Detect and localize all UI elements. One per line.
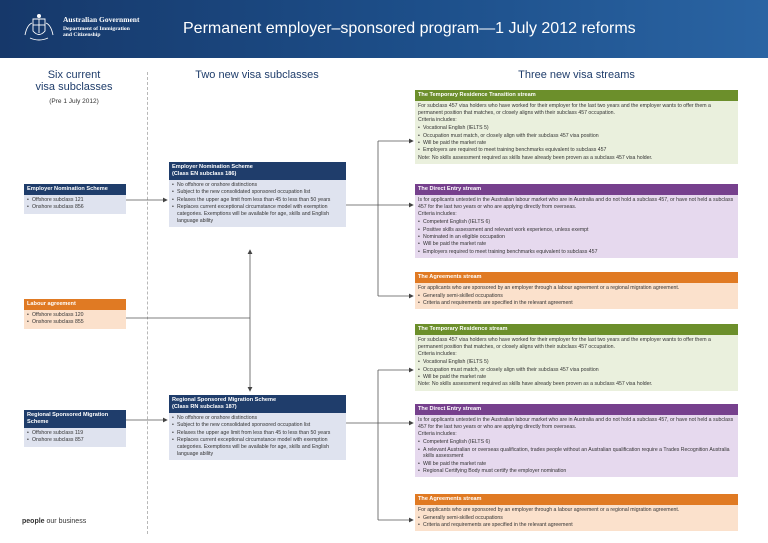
stream-bottom-trt-box (415, 324, 738, 391)
footer-bold: people (22, 518, 45, 525)
list-item: • Will be paid the market rate (418, 241, 735, 248)
list-item: • Positive skills assessment and relevant work experience, unless exempt (418, 227, 735, 234)
column-1-title-line-2: visa subclasses (35, 81, 113, 93)
list-item: • Employers are required to meet training benchmarks equivalent to subclass 457 (418, 147, 735, 154)
criteria-label: Criteria includes: (418, 117, 457, 124)
stream-bottom-trt-title: The Temporary Residence stream (415, 324, 738, 335)
current-rsms-body (24, 428, 126, 447)
stream-bottom-agreements-box (415, 494, 738, 531)
stream-top-agreements-body (415, 283, 738, 309)
stream-note: Note: No skills assessment required as skills have already been proven as a subclass 457 visa holder. (418, 154, 653, 161)
list-item: • Onshore subclass 855 (27, 319, 123, 326)
current-ens-title: Employer Nomination Scheme (24, 184, 126, 195)
stream-top-direct-title: The Direct Entry stream (415, 184, 738, 195)
rsms-187-box (169, 395, 346, 460)
column-1-title-line-1: Six current (47, 69, 101, 81)
footer-rest: our business (44, 518, 87, 525)
list-item: • Generally semi-skilled occupations (418, 293, 735, 300)
list-item: • Criteria and requirements are specified in the relevant agreement (418, 522, 735, 529)
rsms-187-body (169, 413, 346, 460)
stream-note: Note: No skills assessment required as skills have already been proven as a subclass 457 visa holder. (418, 381, 653, 388)
current-rsms-box (24, 410, 126, 447)
list-item: • Onshore subclass 856 (27, 204, 123, 211)
list-item: • A relevant Australian or overseas qualification, trades people without an Australian qualification require a Trades Recognition Australia skills assessment (418, 447, 735, 461)
ens-186-body (169, 180, 346, 227)
list-item: • Will be paid the market rate (418, 140, 735, 147)
list-item: • Employers required to meet training benchmarks equivalent to subclass 457 (418, 249, 735, 256)
list-item: • Regional Certifying Body must certify the employer nomination (418, 468, 735, 475)
list-item: • Offshore subclass 121 (27, 197, 123, 204)
list-item: • Occupation must match, or closely align with their subclass 457 visa position (418, 367, 735, 374)
stream-top-trt-box (415, 90, 738, 164)
current-labour-title: Labour agreement (24, 299, 126, 310)
current-ens-body (24, 195, 126, 214)
criteria-label: Criteria includes: (418, 351, 457, 358)
stream-bottom-direct-title: The Direct Entry stream (415, 404, 738, 415)
stream-top-direct-box (415, 184, 738, 258)
gov-line-3: and Citizenship (63, 31, 101, 38)
list-item: • Competent English (IELTS 6) (418, 439, 735, 446)
current-ens-box (24, 184, 126, 214)
list-item: • Competent English (IELTS 6) (418, 219, 735, 226)
stream-bottom-agreements-title: The Agreements stream (415, 494, 738, 505)
list-item: • No offshore or onshore distinctions (172, 182, 343, 189)
footer-tagline (22, 518, 86, 525)
column-1-subtitle: (Pre 1 July 2012) (49, 98, 99, 105)
list-item: • Replaces current exceptional circumstance model with exemption categories. Exemptions will be available for age, skills and English language ability (172, 437, 343, 457)
rsms-187-title-line-2: (Class RN subclass 187) (172, 403, 237, 410)
page-title: Permanent employer–sponsored program—1 July 2012 reforms (183, 20, 636, 37)
ens-186-title-line-1: Employer Nomination Scheme (172, 164, 253, 170)
ens-186-title (169, 162, 346, 180)
list-item: • Criteria and requirements are specified in the relevant agreement (418, 300, 735, 307)
stream-top-trt-title: The Temporary Residence Transition stream (415, 90, 738, 101)
list-item: • No offshore or onshore distinctions (172, 415, 343, 422)
ens-186-title-line-2: (Class EN subclass 186) (172, 170, 237, 177)
ens-186-box (169, 162, 346, 227)
list-item: • Vocational English (IELTS 5) (418, 125, 735, 132)
list-item: • Will be paid the market rate (418, 374, 735, 381)
stream-bottom-direct-body (415, 415, 738, 477)
rsms-187-title (169, 395, 346, 413)
list-item: • Subject to the new consolidated sponsored occupation list (172, 189, 343, 196)
list-item: • Offshore subclass 120 (27, 312, 123, 319)
list-item: • Relaxes the upper age limit from less than 45 to less than 50 years (172, 197, 343, 204)
column-3-title: Three new visa streams (518, 69, 635, 81)
list-item: • Relaxes the upper age limit from less than 45 to less than 50 years (172, 430, 343, 437)
stream-intro: For subclass 457 visa holders who have worked for their employer for the last two years and the employer wants to offer them a permanent position that matches, or closely aligns with their subclass 457 occupation. (418, 336, 711, 350)
gov-line-2: Department of Immigration (63, 25, 130, 32)
stream-intro: Is for applicants untested in the Australian labour market who are in Australia and do not hold a subclass 457, or have not held a subclass 457 for the last two years or who are applying directly from overseas. (418, 416, 734, 430)
current-labour-box (24, 299, 126, 329)
current-labour-body (24, 310, 126, 329)
current-rsms-title: Regional Sponsored Migration Scheme (24, 410, 126, 428)
stream-bottom-agreements-body (415, 505, 738, 531)
stream-intro: For subclass 457 visa holders who have worked for their employer for the last two years and the employer wants to offer them a permanent position that matches, or closely aligns with their subclass 457 occupation. (418, 102, 711, 116)
list-item: • Will be paid the market rate (418, 461, 735, 468)
rsms-187-title-line-1: Regional Sponsored Migration Scheme (172, 397, 277, 403)
stream-top-agreements-box (415, 272, 738, 309)
stream-bottom-trt-body (415, 335, 738, 391)
stream-top-trt-body (415, 101, 738, 164)
criteria-label: Criteria includes: (418, 431, 457, 438)
stream-intro: For applicants who are sponsored by an employer through a labour agreement or a regional migration agreement. (418, 506, 680, 513)
list-item: • Generally semi-skilled occupations (418, 515, 735, 522)
stream-intro: Is for applicants untested in the Australian labour market who are in Australia and do not hold a subclass 457, or have not held a subclass 457 for the last two years or who are applying directly from overseas. (418, 196, 734, 210)
stream-top-agreements-title: The Agreements stream (415, 272, 738, 283)
criteria-label: Criteria includes: (418, 211, 457, 218)
column-2-title: Two new visa subclasses (195, 69, 319, 81)
stream-bottom-direct-box (415, 404, 738, 477)
list-item: • Occupation must match, or closely align with their subclass 457 visa position (418, 133, 735, 140)
list-item: • Onshore subclass 857 (27, 437, 123, 444)
list-item: • Replaces current exceptional circumstance model with exemption categories. Exemptions will be available for age, skills and English language ability (172, 204, 343, 224)
stream-top-direct-body (415, 195, 738, 258)
gov-line-1: Australian Government (63, 15, 140, 24)
list-item: • Vocational English (IELTS 5) (418, 359, 735, 366)
list-item: • Nominated in an eligible occupation (418, 234, 735, 241)
list-item: • Offshore subclass 119 (27, 430, 123, 437)
stream-intro: For applicants who are sponsored by an employer through a labour agreement or a regional migration agreement. (418, 284, 680, 291)
list-item: • Subject to the new consolidated sponsored occupation list (172, 422, 343, 429)
